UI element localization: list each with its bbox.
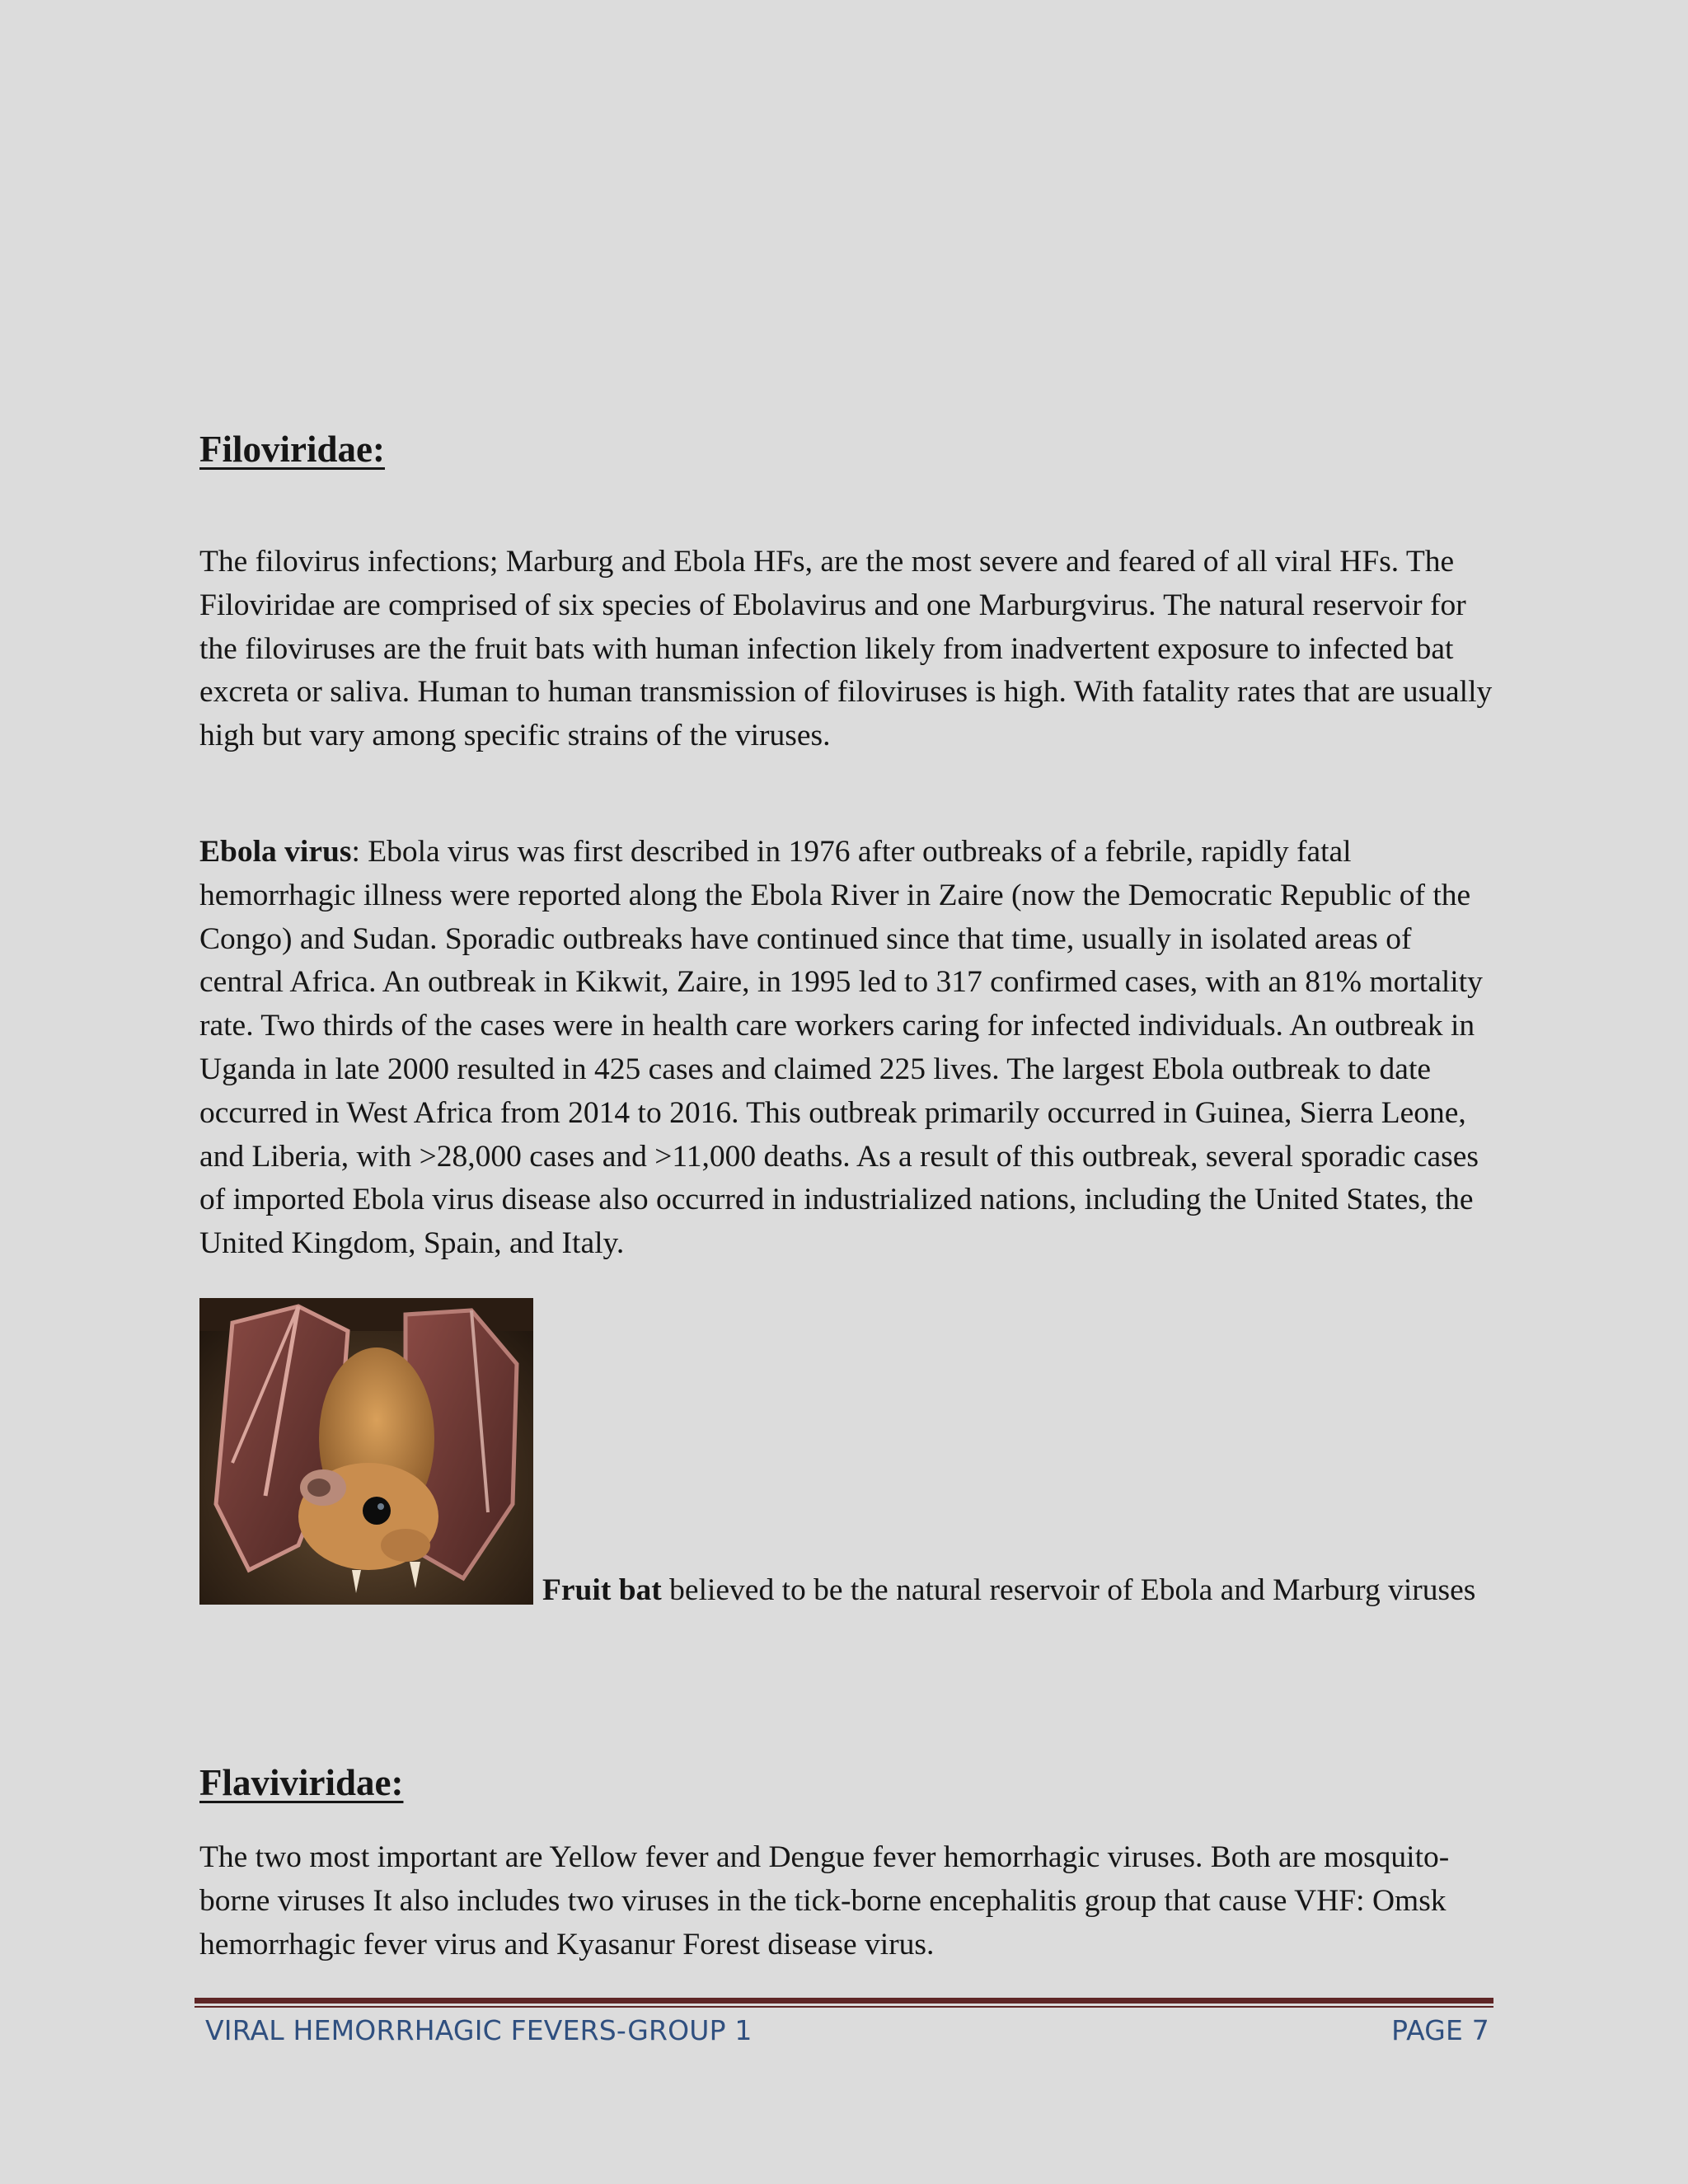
filoviridae-heading: Filoviridae: [199, 429, 385, 470]
ebola-label: Ebola virus [199, 835, 352, 869]
fruit-bat-illustration [199, 1298, 533, 1605]
ebola-paragraph [199, 831, 1493, 1266]
footer-rule-thin [195, 2006, 1493, 2008]
footer-title: VIRAL HEMORRHAGIC FEVERS-GROUP 1 [205, 2014, 753, 2046]
footer-rule [195, 1998, 1493, 2004]
page-number: PAGE 7 [1391, 2014, 1489, 2046]
flaviviridae-heading: Flaviviridae: [199, 1762, 404, 1803]
filoviridae-intro-paragraph: The filovirus infections; Marburg and Ebola HFs, are the most severe and feared of all viral HFs. The Filoviridae are comprised of six species of Ebolavirus and one Marburgvirus. The natural reservoir for the filoviruses are the fruit bats with human infection likely from inadvertent exposure to infected bat excreta or saliva. Human to human transmission of filoviruses is high. With fatality rates that are usually high but vary among specific strains of the viruses. [199, 545, 1493, 753]
caption-text: believed to be the natural reservoir of Ebola and Marburg viruses [661, 1573, 1476, 1607]
caption-label: Fruit bat [542, 1573, 662, 1607]
ebola-text: : Ebola virus was first described in 1976 after outbreaks of a febrile, rapidly fatal hemorrhagic illness were reported along the Ebola River in Zaire (now the Democratic Republic of the Congo) and Sudan. Sporadic outbreaks have continued since that time, usually in isolated areas of central Africa. An outbreak in Kikwit, Zaire, in 1995 led to 317 confirmed cases, with an 81% mortality rate. Two thirds of the cases were in health care workers caring for infected individuals. An outbreak in Uganda in late 2000 resulted in 425 cases and claimed 225 lives. The largest Ebola outbreak to date occurred in West Africa from 2014 to 2016. This outbreak primarily occurred in Guinea, Sierra Leone, and Liberia, with >28,000 cases and >11,000 deaths. As a result of this outbreak, several sporadic cases of imported Ebola virus disease also occurred in industrialized nations, including the United States, the United Kingdom, Spain, and Italy. [199, 835, 1483, 1261]
figure-caption [199, 1569, 1493, 1613]
fruit-bat-photo [199, 1298, 533, 1605]
flaviviridae-paragraph: The two most important are Yellow fever and Dengue fever hemorrhagic viruses. Both are mosquito-borne viruses It also includes two viruses in the tick-borne encephalitis group that cause VHF: Omsk hemorrhagic fever virus and Kyasanur Forest disease virus. [199, 1840, 1450, 1961]
